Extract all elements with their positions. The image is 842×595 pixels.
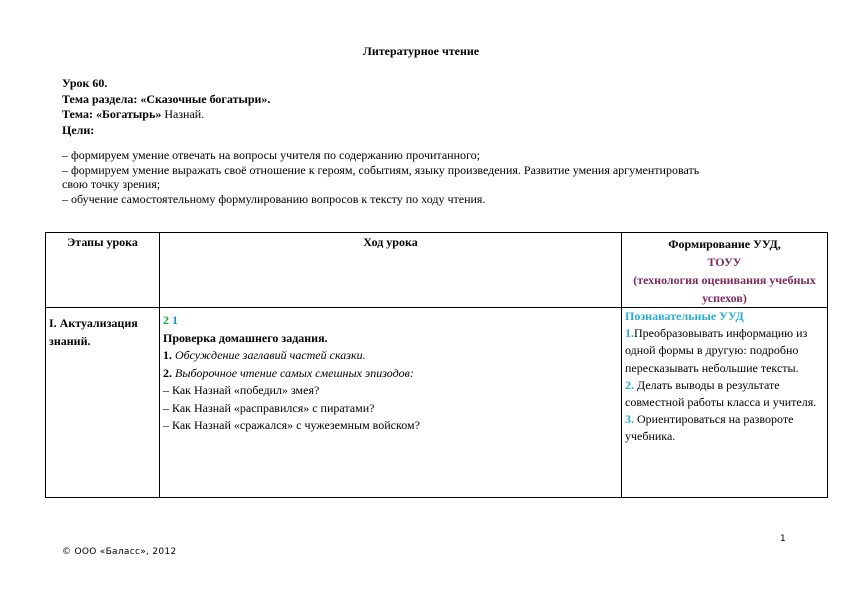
course-item-num: 1. bbox=[163, 348, 172, 362]
uud-item bbox=[625, 325, 824, 377]
topic-value-bold: «Богатырь» bbox=[95, 107, 162, 121]
course-item bbox=[163, 347, 618, 365]
number-green: 2 bbox=[163, 313, 169, 327]
lesson-header bbox=[62, 76, 270, 138]
question-item: – Как Назнай «сражался» с чужеземным войском? bbox=[163, 418, 420, 432]
header-course: Ход урока bbox=[160, 233, 622, 308]
section-label: Тема раздела: bbox=[62, 91, 138, 106]
header-uud bbox=[622, 233, 828, 308]
uud-item-num: 1. bbox=[625, 326, 634, 341]
table-row bbox=[46, 308, 828, 498]
header-touu-desc: (технология оценивания учебных успехов) bbox=[633, 273, 816, 305]
step-numbers bbox=[163, 312, 618, 330]
document-title: Литературное чтение bbox=[362, 44, 480, 58]
uud-item bbox=[625, 377, 824, 411]
uud-item-text: Преобразовывать информацию из одной формы в другую: подробно пересказывать небольшие тексты. bbox=[625, 326, 808, 375]
goal-item: – обучение самостоятельному формулированию вопросов к тексту по ходу чтения. bbox=[62, 191, 486, 206]
topic-line bbox=[62, 107, 270, 123]
check-title: Проверка домашнего задания. bbox=[163, 330, 328, 345]
goals-list bbox=[62, 148, 712, 206]
uud-item-num: 2. bbox=[625, 377, 634, 392]
header-touu: ТОУУ bbox=[707, 255, 742, 269]
lesson-table bbox=[45, 232, 828, 498]
header-uud-line1: Формирование УУД, bbox=[668, 237, 781, 251]
uud-title: Познавательные УУД bbox=[625, 309, 744, 323]
topic-value-regular: Назнай. bbox=[164, 107, 205, 121]
uud-cell bbox=[622, 308, 828, 498]
uud-item-text: Делать выводы в результате совместной работы класса и учителя. bbox=[625, 377, 817, 410]
course-cell bbox=[160, 308, 622, 498]
uud-item-text: Ориентироваться на развороте учебника. bbox=[625, 412, 794, 444]
goals-label: Цели: bbox=[62, 122, 95, 137]
section-value: «Сказочные богатыри». bbox=[140, 91, 271, 106]
course-item-text: Обсуждение заглавий частей сказки. bbox=[175, 348, 366, 362]
header-stages: Этапы урока bbox=[46, 233, 160, 308]
page-number: 1 bbox=[780, 534, 786, 544]
question-item: – Как Назнай «победил» змея? bbox=[163, 383, 320, 397]
question-item: – Как Назнай «расправился» с пиратами? bbox=[163, 400, 375, 415]
uud-item bbox=[625, 411, 824, 445]
lesson-number: Урок 60. bbox=[62, 76, 108, 90]
uud-item-num: 3. bbox=[625, 412, 634, 427]
course-item bbox=[163, 365, 618, 383]
goal-item: – формируем умение отвечать на вопросы учителя по содержанию прочитанного; bbox=[62, 148, 480, 162]
table-header-row bbox=[46, 233, 828, 308]
course-item-num: 2. bbox=[163, 365, 172, 380]
section-line bbox=[62, 92, 270, 108]
stage-cell: I. Актуализация знаний. bbox=[46, 308, 160, 498]
goal-item: – формируем умение выражать своё отношение к героям, событиям, языку произведения. Развитие умения аргументировать свою точку зрения; bbox=[62, 162, 700, 191]
number-blue: 1 bbox=[172, 313, 178, 327]
copyright: © ООО «Баласс», 2012 bbox=[62, 547, 177, 557]
topic-label: Тема: bbox=[62, 107, 93, 121]
course-item-text: Выборочное чтение самых смешных эпизодов: bbox=[175, 365, 414, 380]
